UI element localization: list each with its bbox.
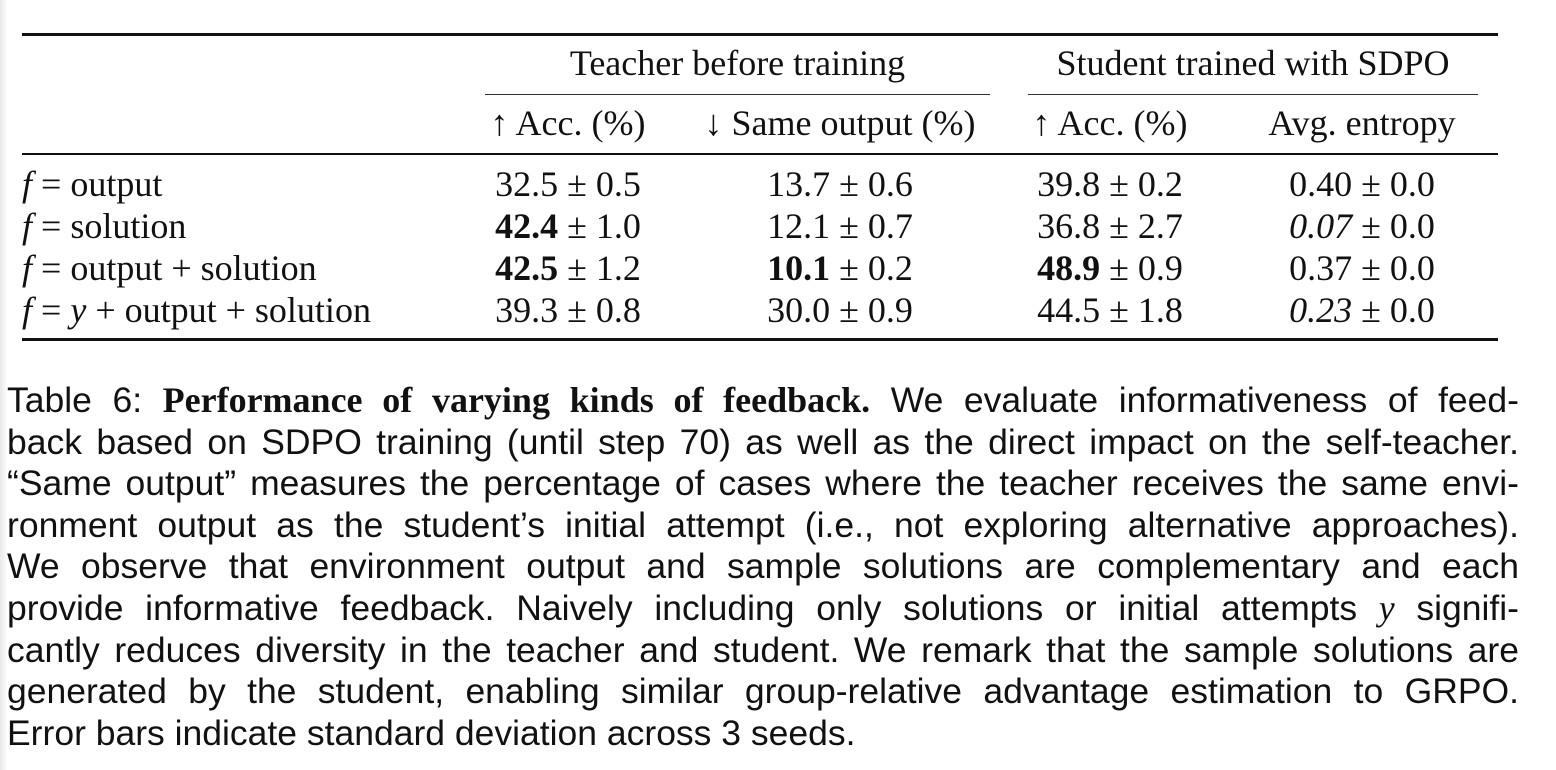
cell-value: 30.0	[767, 290, 831, 330]
cell-value: 32.5	[495, 164, 559, 204]
caption-line: cantly reduces diversity in the teacher and student. We remark that the sample solutions are	[7, 629, 1519, 670]
teacher-group-rule	[485, 94, 990, 95]
row-label-text: = output	[32, 164, 163, 204]
caption-title: Performance of varying kinds of feedback.	[162, 380, 871, 420]
cell-error: ± 1.0	[558, 206, 641, 246]
cell-value: 39.3	[495, 290, 559, 330]
caption-line	[7, 380, 1519, 422]
student-group-rule	[1028, 94, 1478, 95]
cell-error: ± 0.9	[1100, 248, 1183, 288]
table-cell	[480, 206, 656, 246]
caption-text: We evaluate informativeness of feed-	[870, 380, 1519, 420]
cell-error: ± 0.8	[558, 290, 641, 330]
row-label-text: = solution	[32, 206, 187, 246]
caption-label: Table 6:	[7, 380, 163, 420]
row-label	[22, 164, 162, 204]
table-bottom-rule	[22, 338, 1498, 341]
cell-error: ± 0.2	[1100, 164, 1183, 204]
table-cell	[480, 290, 656, 330]
cell-value: 39.8	[1037, 164, 1101, 204]
table-cell	[1242, 164, 1482, 204]
cell-error: ± 0.6	[830, 164, 913, 204]
table-cell	[1242, 206, 1482, 246]
caption-line: ronment output as the student’s initial attempt (i.e., not exploring alternative approaches).	[7, 504, 1519, 545]
row-label-text: =	[32, 290, 71, 330]
table-cell	[1022, 248, 1198, 288]
cell-value: 0.07	[1289, 206, 1353, 246]
row-label	[22, 290, 371, 330]
row-label-text: = output + solution	[32, 248, 317, 288]
cell-error: ± 0.7	[830, 206, 913, 246]
cell-value: 0.23	[1289, 290, 1353, 330]
table-cell	[1242, 248, 1482, 288]
cell-error: ± 0.0	[1352, 248, 1435, 288]
table-cell	[1242, 290, 1482, 330]
table-cell	[680, 248, 1000, 288]
caption-text: provide informative feedback. Naively including only solutions or initial attempts	[7, 587, 1379, 628]
table-cell	[1022, 164, 1198, 204]
cell-value: 42.4	[495, 206, 559, 246]
math-var-f: f	[22, 164, 33, 204]
cell-error: ± 0.0	[1352, 164, 1435, 204]
col-header-teacher-acc: ↑ Acc. (%)	[490, 103, 646, 143]
cell-error: ± 0.2	[830, 248, 913, 288]
math-var-f: f	[22, 290, 33, 330]
cell-error: ± 0.9	[830, 290, 913, 330]
caption-line: generated by the student, enabling similar group-relative advantage estimation to GRPO.	[7, 671, 1519, 712]
cell-value: 42.5	[495, 248, 559, 288]
col-header-same-output: ↓ Same output (%)	[704, 103, 976, 143]
table-cell	[1022, 290, 1198, 330]
caption-line: back based on SDPO training (until step 70) as well as the direct impact on the self-teacher.	[7, 421, 1519, 462]
col-header-student-acc: ↑ Acc. (%)	[1032, 103, 1188, 143]
cell-error: ± 0.5	[558, 164, 641, 204]
col-header-avg-entropy: Avg. entropy	[1268, 103, 1456, 143]
table-top-rule	[22, 33, 1498, 36]
caption-line: We observe that environment output and sample solutions are complementary and each	[7, 546, 1519, 587]
cell-error: ± 1.8	[1100, 290, 1183, 330]
row-label-text: + output + solution	[86, 290, 371, 330]
caption-line: Error bars indicate standard deviation across 3 seeds.	[7, 712, 856, 753]
cell-value: 48.9	[1037, 248, 1101, 288]
caption-line	[7, 588, 1519, 630]
cell-value: 44.5	[1037, 290, 1101, 330]
row-label	[22, 248, 317, 288]
table-cell	[680, 164, 1000, 204]
cell-error: ± 0.0	[1352, 206, 1435, 246]
cell-value: 36.8	[1037, 206, 1101, 246]
cell-value: 10.1	[767, 248, 831, 288]
caption-text: signifi-	[1394, 587, 1519, 628]
table-cell	[680, 290, 1000, 330]
table-cell	[480, 164, 656, 204]
math-var-f: f	[22, 248, 33, 288]
results-table	[22, 33, 1498, 343]
table-cell	[680, 206, 1000, 246]
table-cell	[480, 248, 656, 288]
cell-error: ± 0.0	[1352, 290, 1435, 330]
math-var-y: y	[70, 290, 87, 330]
math-var-f: f	[22, 206, 33, 246]
table-header-rule	[22, 153, 1498, 155]
cell-error: ± 1.2	[558, 248, 641, 288]
group-header-teacher: Teacher before training	[569, 43, 906, 83]
group-header-student: Student trained with SDPO	[1056, 43, 1450, 83]
caption-line: “Same output” measures the percentage of cases where the teacher receives the same envi-	[7, 463, 1519, 504]
cell-value: 12.1	[767, 206, 831, 246]
cell-error: ± 2.7	[1100, 206, 1183, 246]
cell-value: 0.37	[1289, 248, 1353, 288]
table-cell	[1022, 206, 1198, 246]
table-caption	[7, 380, 1519, 754]
row-label	[22, 206, 186, 246]
cell-value: 0.40	[1289, 164, 1353, 204]
cell-value: 13.7	[767, 164, 831, 204]
math-var-y: y	[1378, 587, 1395, 628]
